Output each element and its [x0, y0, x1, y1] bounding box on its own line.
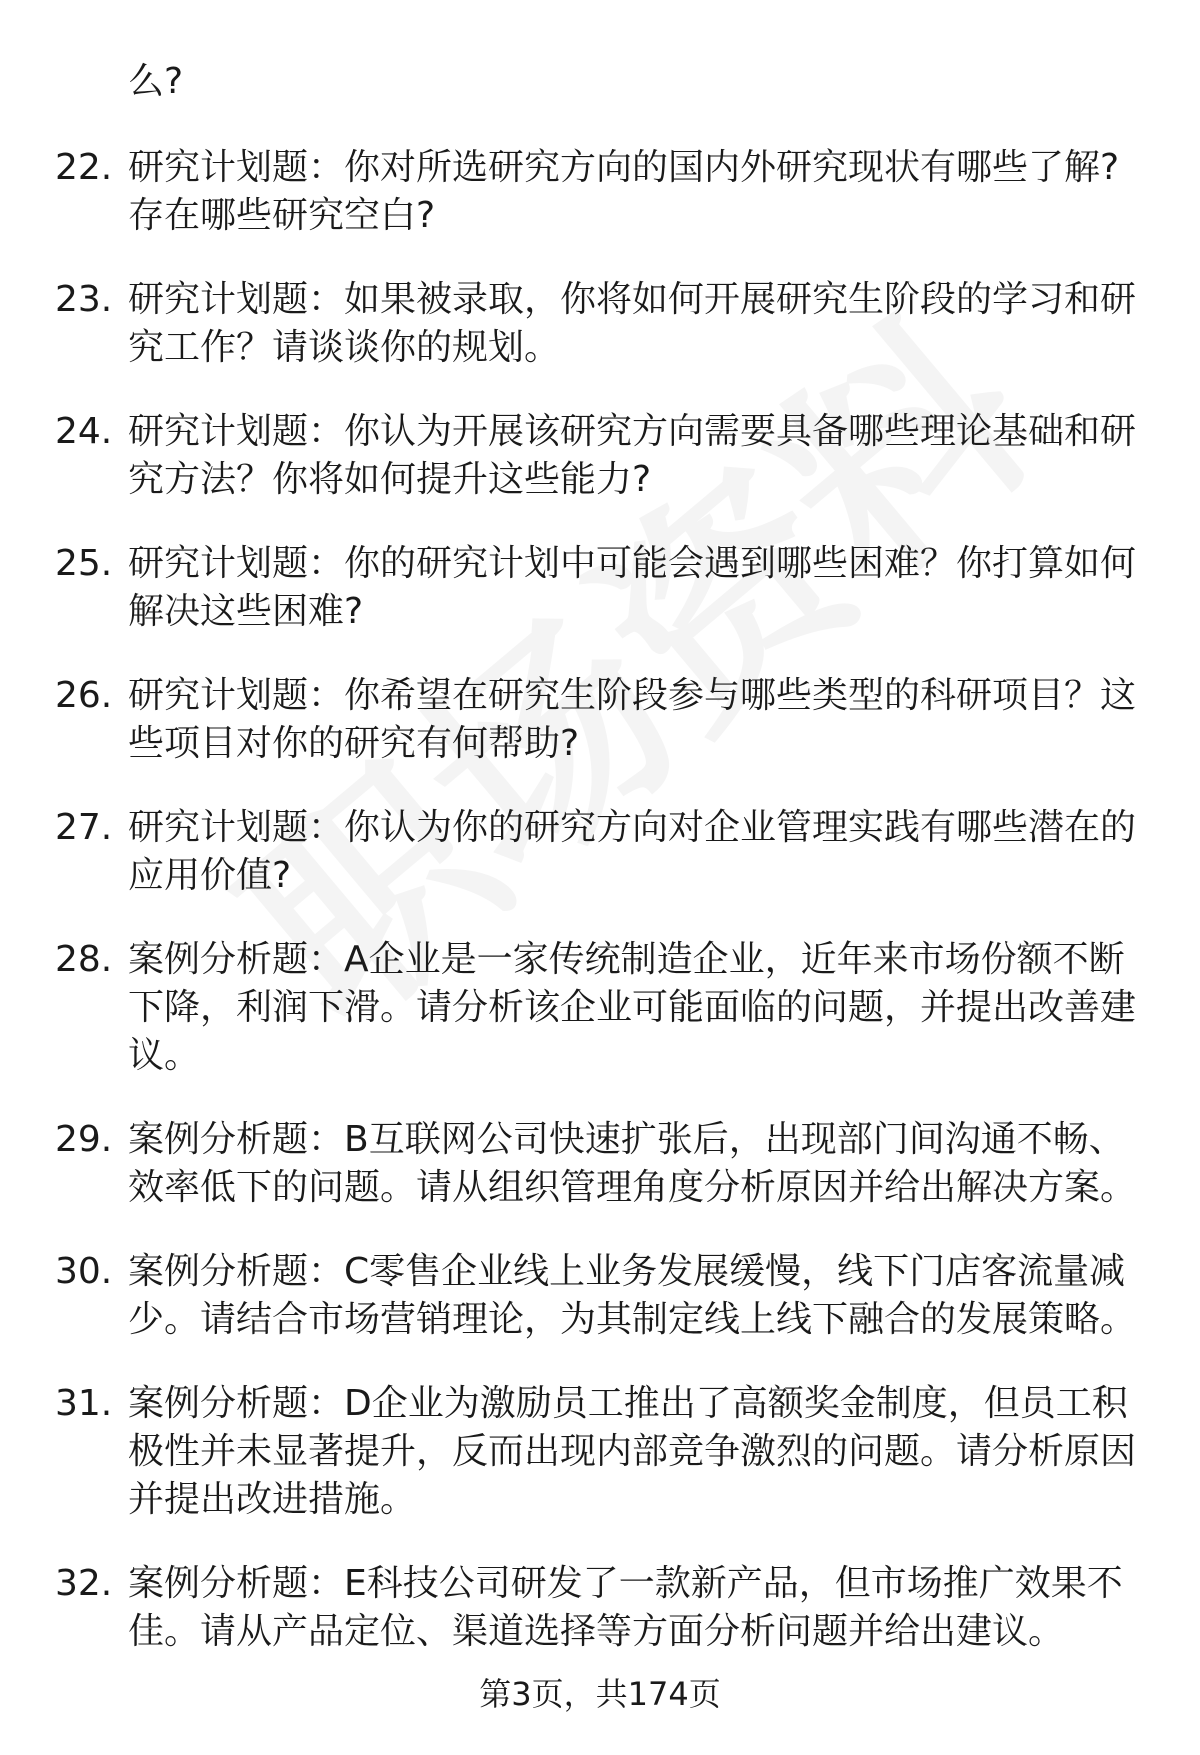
question-text-line: 研究计划题：你认为开展该研究方向需要具备哪些理论基础和研 [128, 411, 1137, 452]
question-text-line: 并提出改进措施。 [128, 1479, 417, 1520]
question-text-line: 研究计划题：你的研究计划中可能会遇到哪些困难？你打算如何 [128, 543, 1137, 584]
question-number: 29. [55, 1119, 113, 1160]
question-text-line: 案例分析题：B互联网公司快速扩张后，出现部门间沟通不畅、 [128, 1119, 1125, 1160]
question-number: 27. [55, 807, 113, 848]
question-text-line: 效率低下的问题。请从组织管理角度分析原因并给出解决方案。 [128, 1167, 1137, 1208]
list-item [0, 540, 1200, 636]
list-item [0, 804, 1200, 900]
question-text-line: 研究计划题：如果被录取，你将如何开展研究生阶段的学习和研 [128, 279, 1137, 320]
question-text-line: 下降，利润下滑。请分析该企业可能面临的问题，并提出改善建 [128, 987, 1137, 1028]
question-text-line: 极性并未显著提升，反而出现内部竞争激烈的问题。请分析原因 [128, 1431, 1137, 1472]
question-number: 23. [55, 279, 113, 320]
list-item [0, 936, 1200, 1080]
list-item [0, 276, 1200, 372]
list-item [0, 1116, 1200, 1212]
question-number: 25. [55, 543, 113, 584]
question-number: 32. [55, 1563, 113, 1604]
question-number: 31. [55, 1383, 113, 1424]
list-item [0, 1248, 1200, 1344]
question-text-line: 解决这些困难? [128, 591, 364, 632]
question-text-line: 案例分析题：C零售企业线上业务发展缓慢，线下门店客流量减 [128, 1251, 1126, 1292]
list-item [0, 144, 1200, 240]
question-text-line: 些项目对你的研究有何帮助? [128, 723, 580, 764]
question-list [0, 144, 1200, 1692]
question-text-line: 少。请结合市场营销理论，为其制定线上线下融合的发展策略。 [128, 1299, 1137, 1340]
question-text-line: 究方法？你将如何提升这些能力? [128, 459, 652, 500]
question-number: 30. [55, 1251, 113, 1292]
question-text-line: 究工作？请谈谈你的规划。 [128, 327, 561, 368]
question-text-line: 应用价值? [128, 855, 292, 896]
question-text-line: 案例分析题：E科技公司研发了一款新产品，但市场推广效果不 [128, 1563, 1123, 1604]
list-item [0, 408, 1200, 504]
question-text-line: 存在哪些研究空白? [128, 195, 436, 236]
question-text-line: 研究计划题：你认为你的研究方向对企业管理实践有哪些潜在的 [128, 807, 1137, 848]
list-item [0, 672, 1200, 768]
question-number: 22. [55, 147, 113, 188]
list-item [0, 1560, 1200, 1656]
page-footer: 第3页，共174页 [479, 1675, 721, 1713]
question-text-line: 研究计划题：你希望在研究生阶段参与哪些类型的科研项目？这 [128, 675, 1137, 716]
question-number: 24. [55, 411, 113, 452]
question-number: 26. [55, 675, 113, 716]
question-text-line: 佳。请从产品定位、渠道选择等方面分析问题并给出建议。 [128, 1611, 1065, 1652]
list-item [0, 1380, 1200, 1524]
question-text-line: 案例分析题：D企业为激励员工推出了高额奖金制度，但员工积 [128, 1383, 1128, 1424]
question-text-line: 议。 [128, 1035, 201, 1076]
question-number: 28. [55, 939, 113, 980]
continuation-text: 么? [128, 61, 184, 102]
question-text-line: 案例分析题：A企业是一家传统制造企业，近年来市场份额不断 [128, 939, 1125, 980]
question-text-line: 研究计划题：你对所选研究方向的国内外研究现状有哪些了解? [128, 147, 1120, 188]
